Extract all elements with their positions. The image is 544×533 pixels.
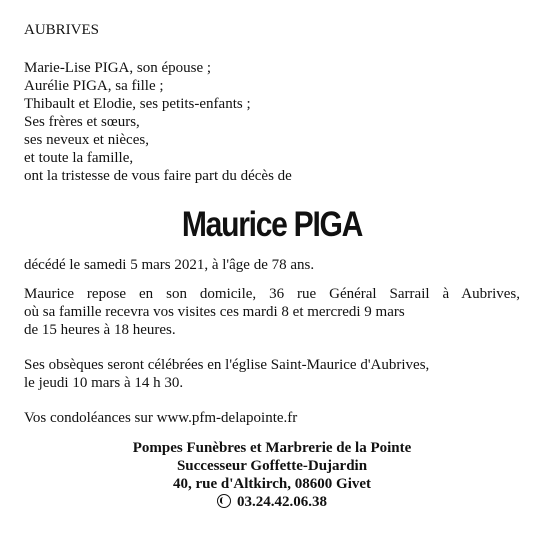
- repose-line: de 15 heures à 18 heures.: [24, 322, 176, 338]
- company-successor: Successeur Goffette-Dujardin: [176, 458, 368, 474]
- death-paragraph: [24, 256, 520, 274]
- repose-line: Maurice repose en son domicile, 36 rue Général Sarrail à Aubrives,: [24, 286, 520, 302]
- repose-line: où sa famille recevra vos visites ces mardi 8 et mercredi 9 mars: [24, 304, 405, 320]
- company-phone-row: [0, 493, 544, 511]
- deceased-name: Maurice PIGA: [181, 205, 363, 244]
- phone-icon: [217, 494, 231, 508]
- company-name: Pompes Funèbres et Marbrerie de la Pointe: [132, 440, 412, 456]
- company-address: 40, rue d'Altkirch, 08600 Givet: [172, 476, 372, 492]
- family-line: Marie-Lise PIGA, son épouse ;: [24, 60, 212, 76]
- family-line: et toute la famille,: [24, 150, 134, 166]
- funeral-line: le jeudi 10 mars à 14 h 30.: [24, 375, 184, 391]
- funeral-line: Ses obsèques seront célébrées en l'église Saint-Maurice d'Aubrives,: [24, 357, 430, 373]
- funeral-paragraph: [24, 356, 520, 392]
- condolences-paragraph: [24, 409, 520, 427]
- town-heading: AUBRIVES: [24, 22, 100, 38]
- death-line: décédé le samedi 5 mars 2021, à l'âge de 78 ans.: [24, 257, 315, 273]
- family-list: [24, 59, 292, 185]
- repose-paragraph: [24, 285, 520, 339]
- funeral-home-footer: [0, 439, 544, 511]
- family-line: Aurélie PIGA, sa fille ;: [24, 78, 164, 94]
- family-line: ont la tristesse de vous faire part du décès de: [24, 168, 292, 184]
- family-line: Thibault et Elodie, ses petits-enfants ;: [24, 96, 251, 112]
- condolences-line: Vos condoléances sur www.pfm-delapointe.fr: [24, 410, 298, 426]
- company-phone: 03.24.42.06.38: [237, 494, 327, 510]
- family-line: ses neveux et nièces,: [24, 132, 149, 148]
- family-line: Ses frères et sœurs,: [24, 114, 140, 130]
